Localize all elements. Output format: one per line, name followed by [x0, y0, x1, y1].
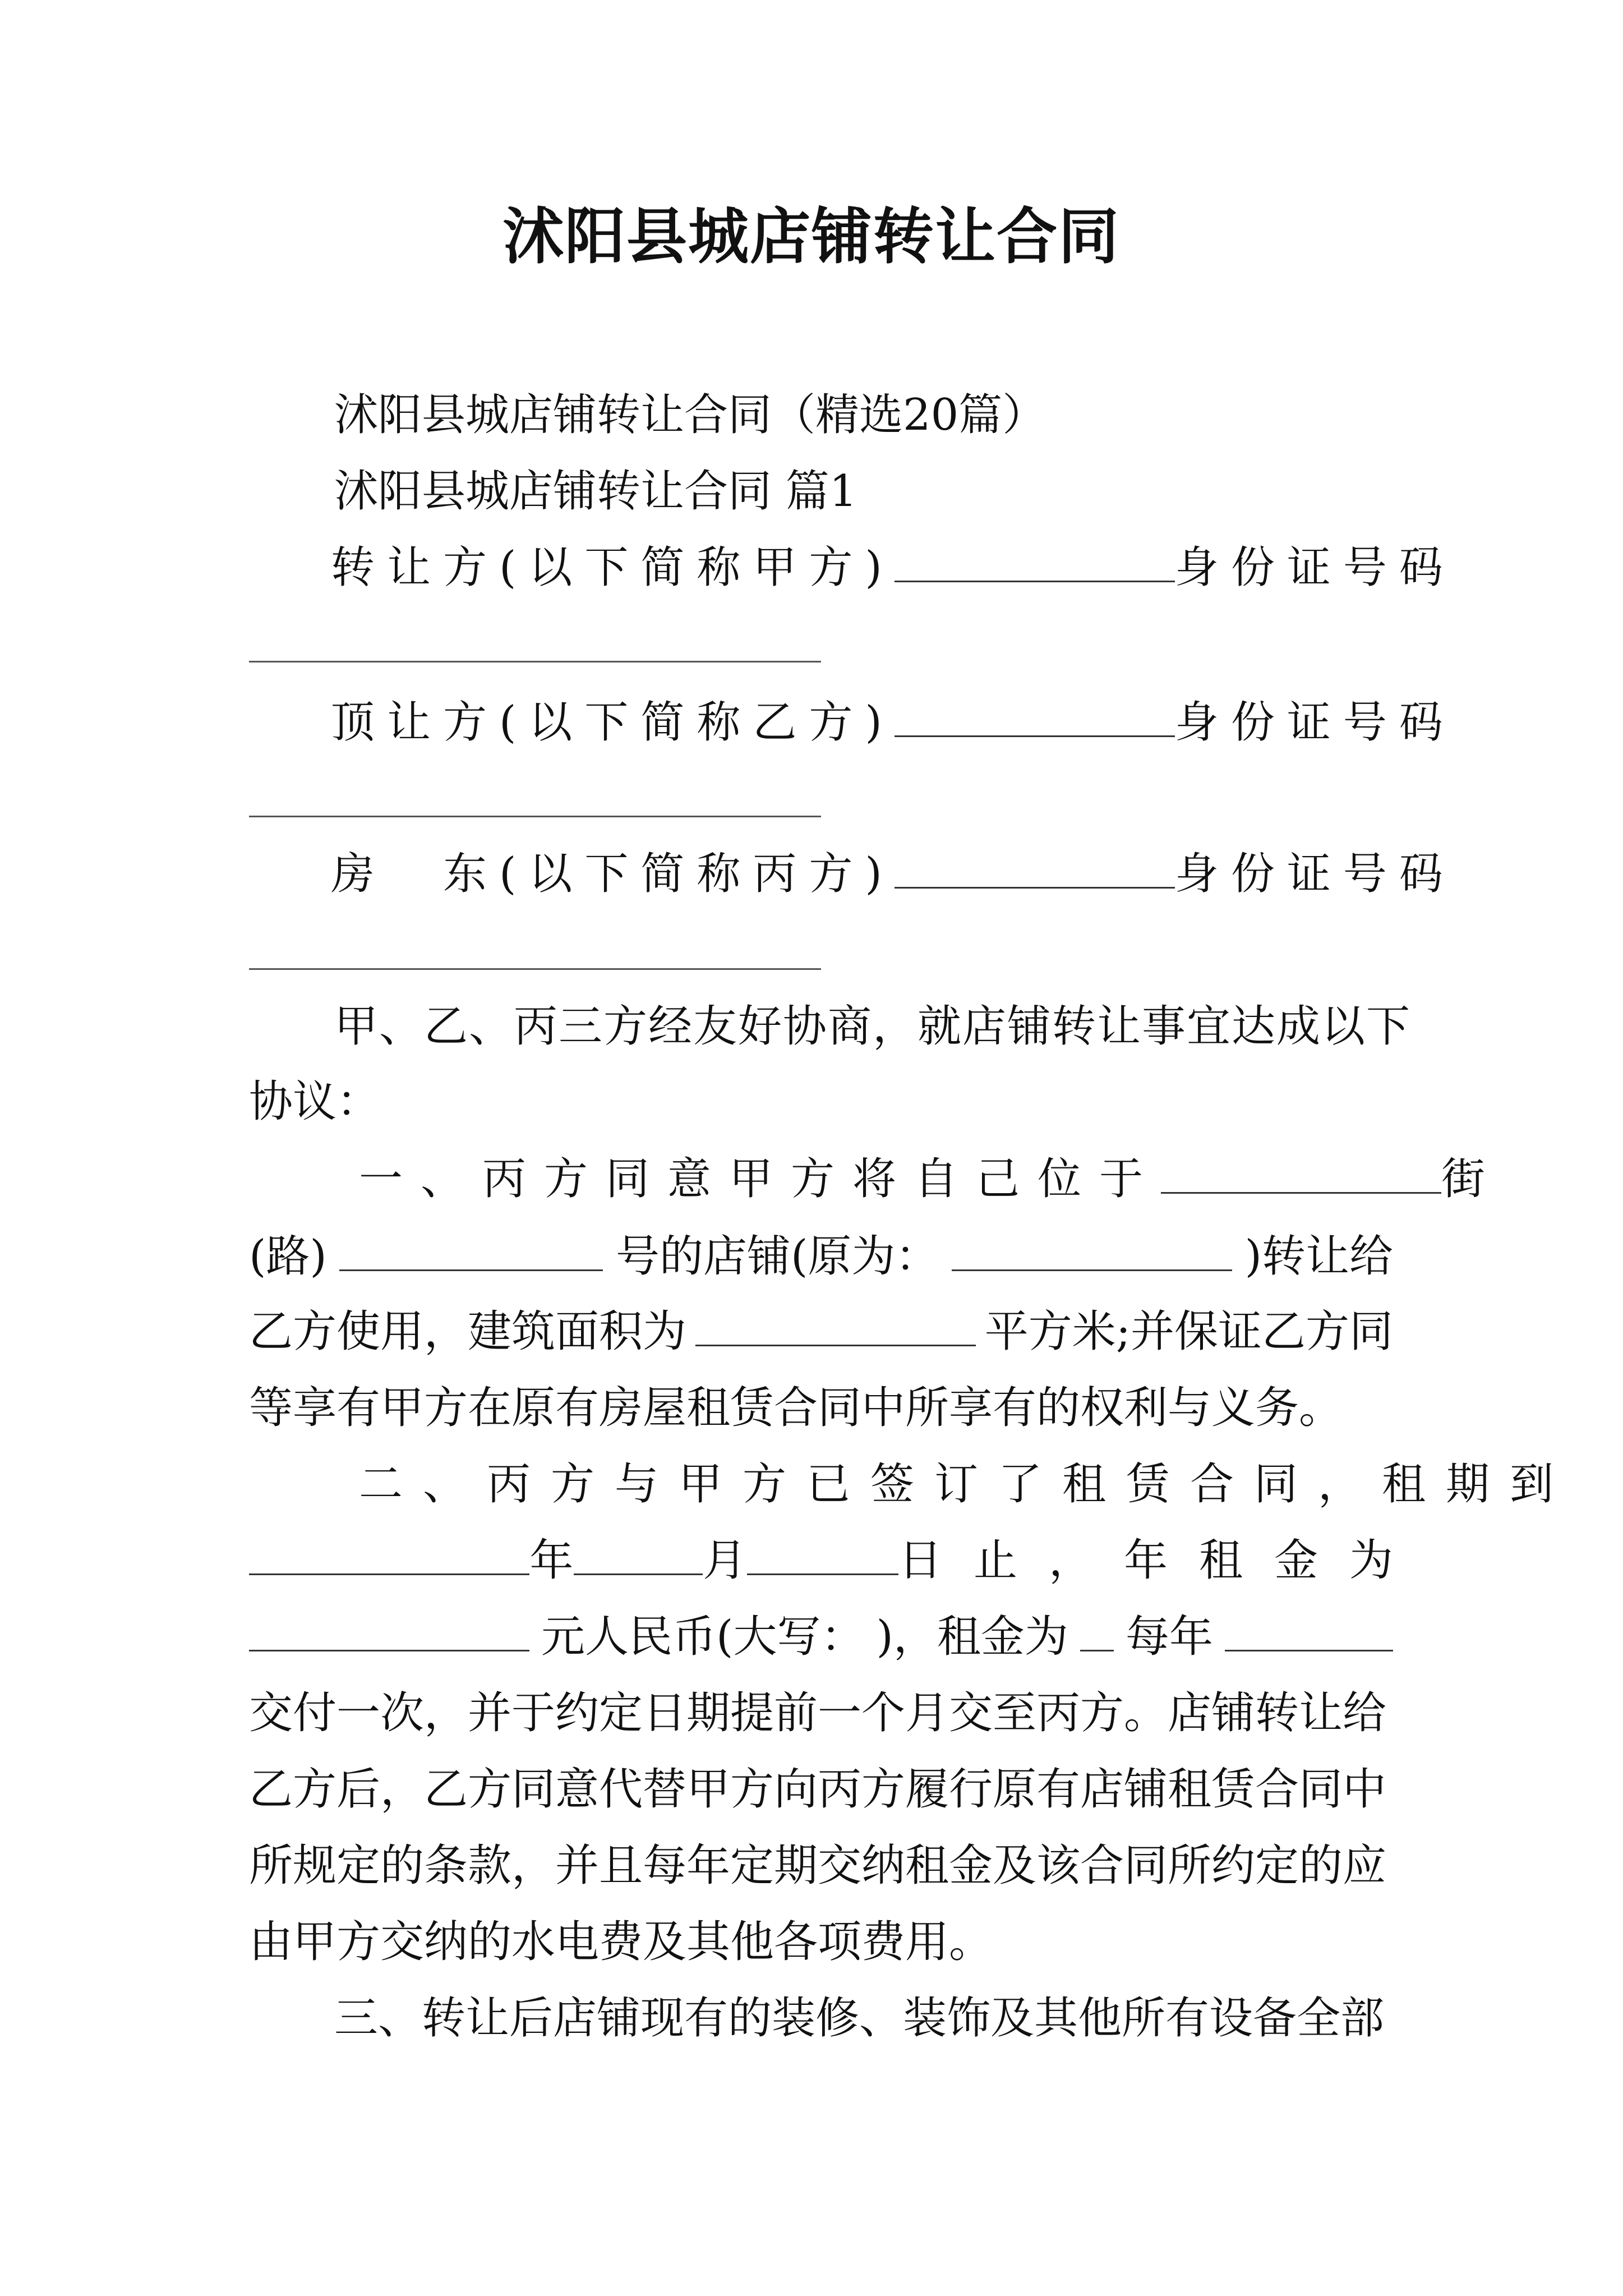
landlord-id-label: 身份证号码 [1174, 849, 1455, 899]
section-heading: 沭阳县城店铺转让合同 篇1 [334, 466, 857, 517]
landlord-label: 房 东(以下简称丙方) [331, 849, 895, 899]
clause1-number-blank [339, 1229, 603, 1271]
clause1-line-1: 一、丙方同意甲方将自己位于 街 [359, 1151, 1393, 1207]
clause2-year-blank [249, 1533, 529, 1575]
subtitle: 沭阳县城店铺转让合同（精选20篇） [334, 390, 1046, 440]
transferor-id-blank [249, 661, 821, 662]
transferee-label: 顶让方(以下简称乙方) [331, 697, 895, 748]
clause1-area-blank [695, 1304, 976, 1346]
intro-line-1: 甲、乙、丙三方经友好协商，就店铺转让事宜达成以下 [334, 1001, 1412, 1052]
clause2-month-blank [574, 1533, 703, 1575]
clause2-frequency-blank [1225, 1609, 1393, 1651]
transferee-id-blank [249, 816, 821, 817]
intro-line-2: 协议： [249, 1076, 381, 1127]
clause1-line-2: (路) 号的店铺(原为： )转让给 [249, 1228, 1393, 1285]
clause2-line-2: 年 月 日止，年租金为 [249, 1533, 1393, 1589]
landlord-name-blank [895, 846, 1175, 889]
transferor-id-label: 身份证号码 [1174, 542, 1455, 593]
transferor-label: 转让方(以下简称甲方) [331, 542, 895, 593]
clause2-day-blank [747, 1533, 898, 1575]
clause2-line-5: 乙方后，乙方同意代替甲方向丙方履行原有店铺租赁合同中 [249, 1764, 1387, 1815]
transferor-name-blank [895, 540, 1175, 582]
landlord-id-blank [249, 968, 821, 970]
clause3-line-1: 三、转让后店铺现有的装修、装饰及其他所有设备全部 [334, 1993, 1385, 2044]
clause2-line-7: 由甲方交纳的水电费及其他各项费用。 [249, 1917, 993, 1967]
clause2-line-3: 元人民币(大写： )，租金为 每年 [249, 1609, 1393, 1665]
party-landlord-row [331, 846, 1455, 902]
clause2-rent-blank [249, 1609, 529, 1651]
clause2-line-6: 所规定的条款，并且每年定期交纳租金及该合同所约定的应 [249, 1841, 1387, 1891]
clause1-original-blank [952, 1229, 1232, 1271]
transferee-name-blank [895, 695, 1175, 737]
clause1-street-blank [1161, 1152, 1441, 1194]
clause1-line-4: 等享有甲方在原有房屋租赁合同中所享有的权利与义务。 [249, 1383, 1343, 1433]
document-title: 沭阳县城店铺转让合同 [502, 201, 1120, 272]
transferee-id-label: 身份证号码 [1174, 697, 1455, 748]
clause2-line-1: 二、丙方与甲方已签订了租赁合同，租期到 [359, 1459, 1574, 1510]
clause2-line-4: 交付一次，并于约定日期提前一个月交至丙方。店铺转让给 [249, 1688, 1387, 1738]
clause1-line-3: 乙方使用，建筑面积为 平方米;并保证乙方同 [249, 1304, 1393, 1360]
party-transferor-row [331, 540, 1455, 596]
party-transferee-row [331, 694, 1455, 751]
clause2-period-blank [1080, 1609, 1114, 1651]
